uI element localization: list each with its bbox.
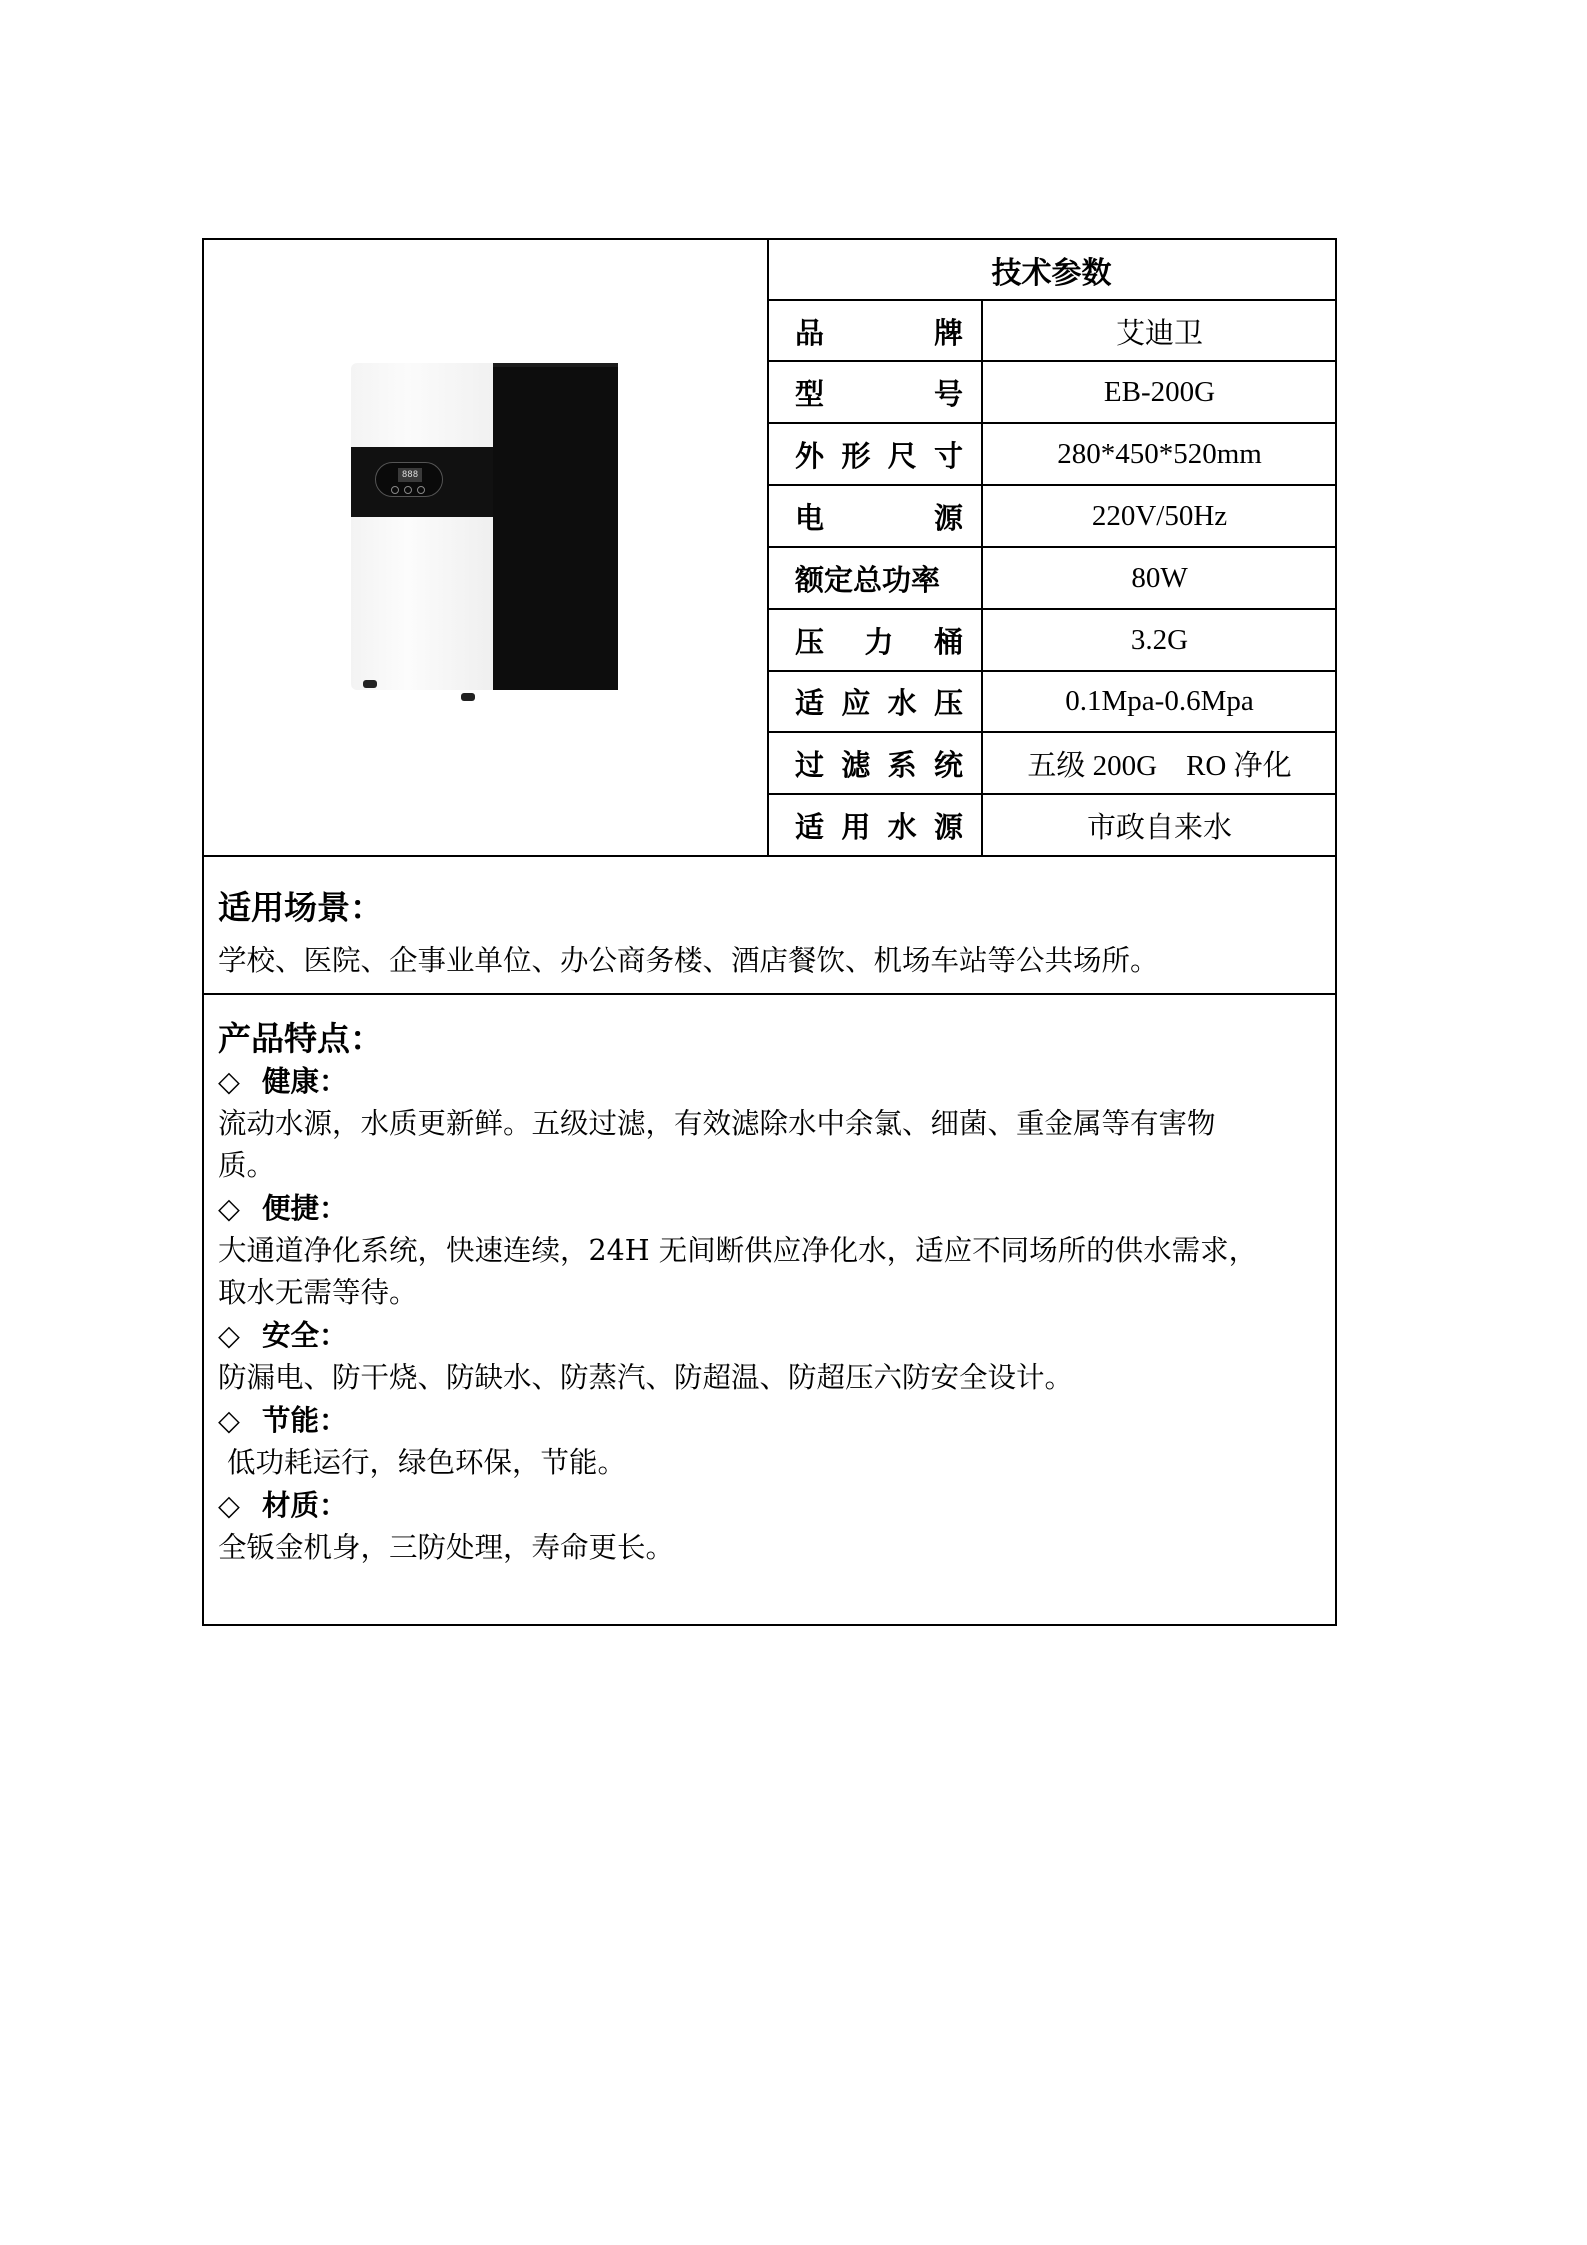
device-foot — [363, 680, 377, 688]
device-button-icon — [417, 486, 425, 494]
spec-label-text: 统 — [933, 748, 963, 783]
spec-value: 220V/50Hz — [1091, 499, 1228, 532]
feature-title — [218, 1060, 1328, 1103]
features-list — [218, 1060, 1328, 1569]
spec-label-text: 源 — [933, 500, 963, 535]
spec-value: 3.2G — [1130, 623, 1189, 656]
feature-title-text: 安全： — [262, 1318, 348, 1352]
spec-value: 80W — [1131, 561, 1188, 594]
device-button-icon — [391, 486, 399, 494]
device-front-lower — [351, 517, 493, 690]
spec-label — [769, 733, 981, 795]
device-front-upper — [351, 363, 493, 447]
spec-value: 艾迪卫 — [1115, 317, 1203, 350]
spec-label — [769, 609, 981, 671]
spec-label-text: 寸 — [933, 439, 963, 474]
spec-table-title: 技术参数 — [991, 255, 1112, 291]
feature-description: 低功耗运行，绿色环保，节能。 — [218, 1446, 627, 1479]
spec-label-text: 水 — [887, 686, 917, 721]
spec-label — [769, 424, 981, 486]
spec-label-text: 尺 — [887, 439, 917, 474]
spec-label — [769, 485, 981, 547]
spec-label-text: 额定总功率 — [795, 562, 941, 597]
spec-label-text: 用 — [841, 809, 871, 844]
features-heading: 产品特点： — [218, 1019, 383, 1058]
spec-label-text: 电 — [795, 500, 825, 535]
spec-label — [769, 547, 981, 609]
spec-value: 280*450*520mm — [1057, 438, 1262, 471]
spec-label-text: 品 — [795, 315, 825, 350]
feature-title-text: 便捷： — [262, 1191, 348, 1225]
feature-description: 全钣金机身，三防处理，寿命更长。 — [218, 1531, 675, 1564]
spec-label-text: 外 — [795, 439, 825, 474]
spec-label-text: 桶 — [933, 624, 963, 659]
scenarios-heading: 适用场景： — [218, 888, 383, 927]
spec-label-text: 适 — [795, 809, 825, 844]
spec-label-text: 源 — [933, 809, 963, 844]
spec-label — [769, 671, 981, 733]
spec-label-text: 系 — [887, 748, 917, 783]
spec-value: 0.1Mpa-0.6Mpa — [1065, 685, 1254, 718]
device-foot — [461, 693, 475, 701]
device-side-panel — [493, 363, 618, 690]
feature-description: 大通道净化系统，快速连续，24H 无间断供应净化水，适应不同场所的供水需求， — [218, 1234, 1258, 1267]
scenarios-text: 学校、医院、企事业单位、办公商务楼、酒店餐饮、机场车站等公共场所。 — [218, 944, 1159, 977]
spec-label-text: 号 — [933, 377, 963, 412]
spec-label-text: 压 — [933, 686, 963, 721]
diamond-bullet-icon: ◇ — [218, 1489, 240, 1522]
spec-value: 市政自来水 — [1086, 811, 1232, 844]
feature-description: 取水无需等待。 — [218, 1276, 418, 1309]
device-lcd-display: 888 — [398, 468, 422, 482]
spec-label — [769, 794, 981, 856]
spec-label-text: 压 — [795, 624, 825, 659]
feature-title-text: 节能： — [262, 1403, 348, 1437]
spec-value: EB-200G — [1103, 376, 1216, 409]
spec-label-text: 适 — [795, 686, 825, 721]
feature-title-text: 健康： — [262, 1064, 348, 1098]
spec-label — [769, 300, 981, 362]
section-divider — [202, 993, 1337, 995]
feature-description: 流动水源，水质更新鲜。五级过滤，有效滤除水中余氯、细菌、重金属等有害物 — [218, 1107, 1216, 1140]
feature-description: 质。 — [218, 1149, 276, 1182]
diamond-bullet-icon: ◇ — [218, 1319, 240, 1352]
spec-label-text: 滤 — [841, 748, 871, 783]
diamond-bullet-icon: ◇ — [218, 1065, 240, 1098]
feature-title — [218, 1399, 1328, 1442]
spec-label-text: 牌 — [933, 315, 963, 350]
feature-title — [218, 1314, 1328, 1357]
diamond-bullet-icon: ◇ — [218, 1404, 240, 1437]
spec-label-text: 应 — [841, 686, 871, 721]
spec-label-text: 型 — [795, 377, 825, 412]
feature-description: 防漏电、防干烧、防缺水、防蒸汽、防超温、防超压六防安全设计。 — [218, 1361, 1074, 1394]
device-button-icon — [404, 486, 412, 494]
spec-label — [769, 362, 981, 424]
spec-value: 五级 200G RO 净化 — [1027, 750, 1292, 783]
spec-label-text: 形 — [841, 439, 871, 474]
diamond-bullet-icon: ◇ — [218, 1192, 240, 1225]
spec-label-text: 过 — [795, 748, 825, 783]
feature-title — [218, 1187, 1328, 1230]
spec-label-text: 水 — [887, 809, 917, 844]
feature-title — [218, 1484, 1328, 1527]
feature-title-text: 材质： — [262, 1488, 348, 1522]
spec-label-text: 力 — [864, 624, 894, 659]
